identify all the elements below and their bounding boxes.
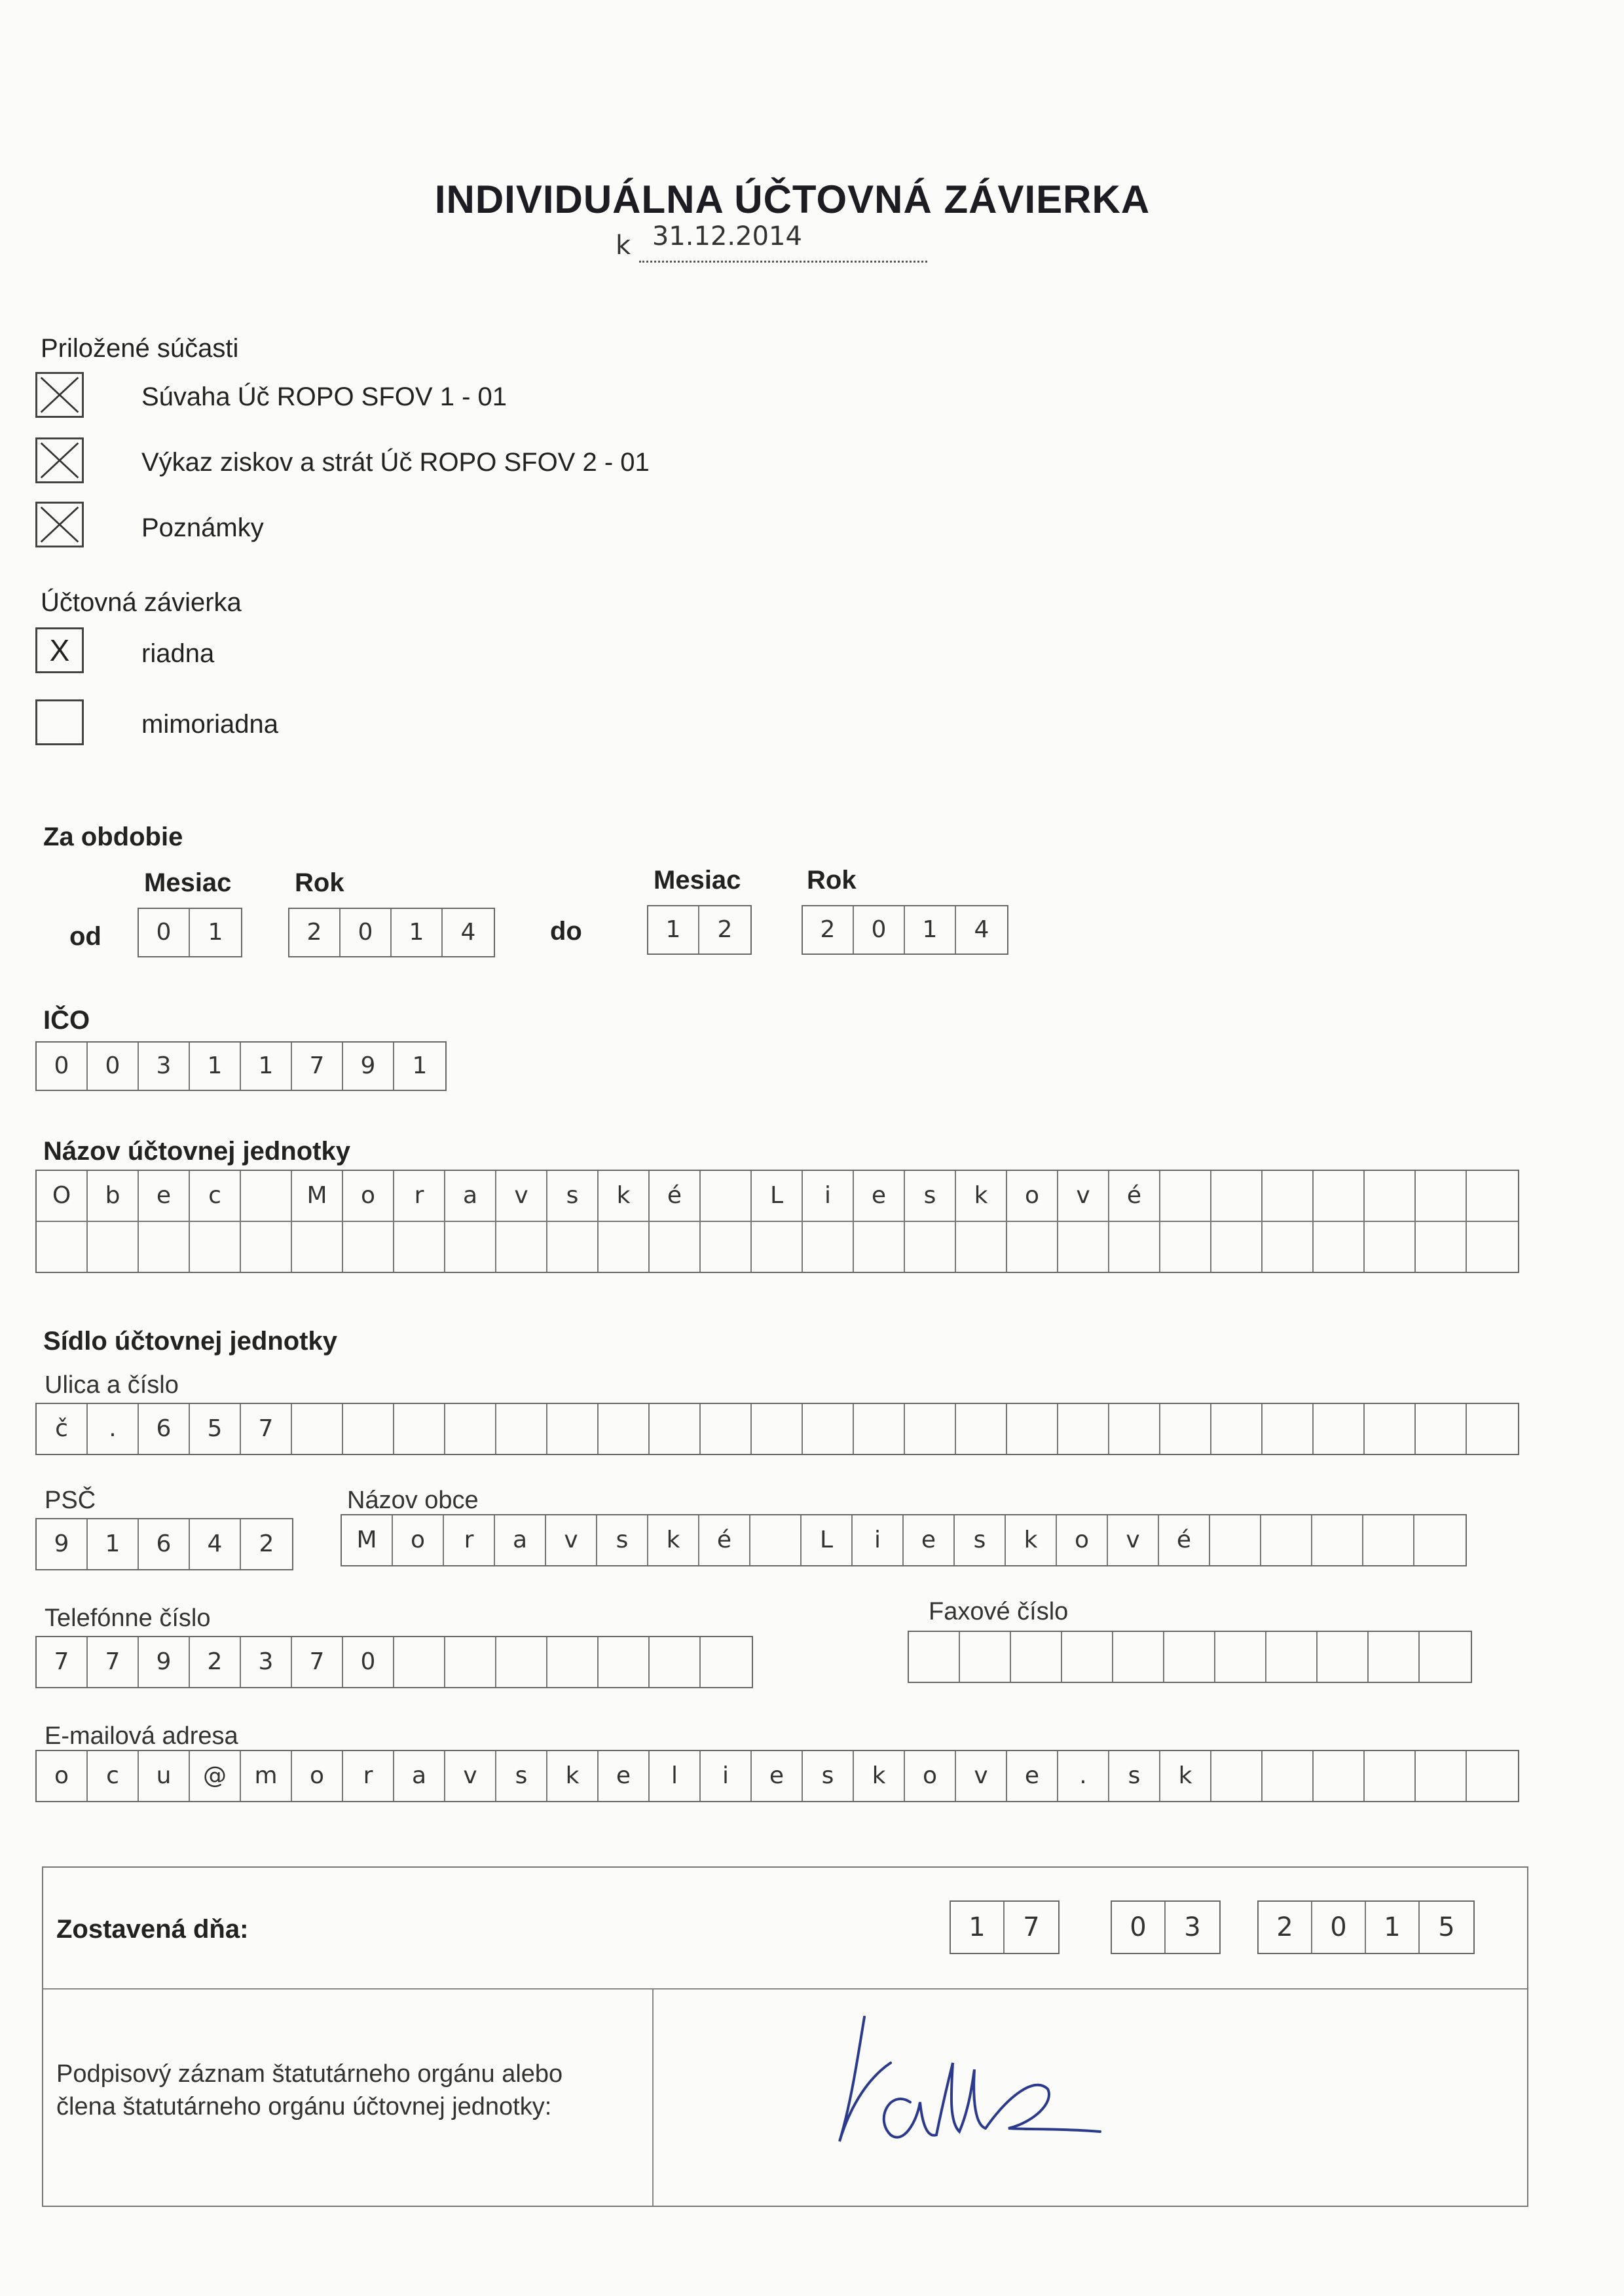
char-cell: v [546, 1515, 597, 1565]
char-cell [701, 1637, 752, 1687]
seat-heading: Sídlo účtovnej jednotky [43, 1327, 337, 1356]
street-label: Ulica a číslo [45, 1371, 179, 1399]
char-cell [1113, 1632, 1164, 1682]
char-cell [1420, 1632, 1471, 1682]
char-cell [1318, 1632, 1369, 1682]
char-cell: k [1006, 1515, 1057, 1565]
attachments-heading: Priložené súčasti [41, 334, 239, 363]
digit-cell: 0 [88, 1043, 139, 1090]
char-cell: é [1159, 1515, 1210, 1565]
digit-cell: 1 [190, 1043, 241, 1090]
char-cell [1263, 1751, 1314, 1801]
char-cell: é [1109, 1171, 1160, 1221]
char-cell: a [445, 1171, 496, 1221]
char-cell [1467, 1171, 1518, 1221]
digit-cell: 0 [341, 909, 392, 956]
char-cell [1062, 1632, 1113, 1682]
char-cell [1211, 1404, 1263, 1454]
char-cell [1160, 1171, 1211, 1221]
char-cell [1263, 1222, 1314, 1272]
digit-cell: 1 [241, 1043, 292, 1090]
char-cell [1109, 1222, 1160, 1272]
char-cell [701, 1171, 752, 1221]
char-cell [88, 1222, 139, 1272]
char-cell: 9 [37, 1519, 88, 1569]
digit-cell: 7 [292, 1043, 343, 1090]
char-cell: o [292, 1751, 343, 1801]
char-cell [1416, 1222, 1467, 1272]
char-cell: 7 [292, 1637, 343, 1687]
char-cell: 6 [139, 1519, 190, 1569]
char-cell: a [394, 1751, 445, 1801]
char-cell [1467, 1222, 1518, 1272]
char-cell: e [904, 1515, 955, 1565]
char-cell [1314, 1222, 1365, 1272]
char-cell: s [496, 1751, 547, 1801]
char-cell [394, 1222, 445, 1272]
char-cell [1007, 1222, 1058, 1272]
town-field[interactable] [341, 1514, 1467, 1566]
char-cell: c [88, 1751, 139, 1801]
char-cell [1416, 1751, 1467, 1801]
digit-cell: 0 [37, 1043, 88, 1090]
char-cell: é [650, 1171, 701, 1221]
char-cell [1365, 1751, 1416, 1801]
town-label: Názov obce [347, 1487, 479, 1514]
char-cell [650, 1404, 701, 1454]
char-cell: o [1007, 1171, 1058, 1221]
to-month-label: Mesiac [654, 866, 741, 895]
char-cell [1467, 1751, 1518, 1801]
fax-label: Faxové číslo [929, 1598, 1069, 1625]
digit-cell: 4 [974, 916, 989, 943]
char-cell [1160, 1404, 1211, 1454]
char-cell [37, 1222, 88, 1272]
to-label: do [550, 917, 582, 946]
char-cell: M [292, 1171, 343, 1221]
char-cell: a [495, 1515, 546, 1565]
closing-type-extraordinary-label: mimoriadna [141, 710, 278, 739]
char-cell: c [190, 1171, 241, 1221]
panel-divider-horizontal [43, 1988, 1527, 1990]
char-cell: o [37, 1751, 88, 1801]
phone-label: Telefónne číslo [45, 1604, 211, 1632]
panel-divider-vertical [652, 1988, 654, 2206]
char-cell [343, 1404, 394, 1454]
char-cell [956, 1222, 1007, 1272]
attachment-checkbox-notes[interactable] [35, 502, 84, 547]
char-cell: . [1058, 1751, 1109, 1801]
to-month-field[interactable] [647, 905, 752, 955]
char-cell [803, 1404, 854, 1454]
digit-cell: 3 [139, 1043, 190, 1090]
from-year-field[interactable] [288, 908, 495, 957]
char-cell [650, 1637, 701, 1687]
char-cell [1261, 1515, 1312, 1565]
char-cell: v [496, 1171, 547, 1221]
char-cell [496, 1637, 547, 1687]
char-cell [1414, 1515, 1466, 1565]
ico-field[interactable] [35, 1041, 447, 1091]
cross-mark-icon [37, 374, 82, 416]
char-cell: o [1057, 1515, 1108, 1565]
signature-icon [812, 2004, 1126, 2161]
char-cell [547, 1404, 599, 1454]
to-year-label: Rok [807, 866, 857, 895]
digit-cell: 9 [343, 1043, 394, 1090]
digit-cell: 5 [1438, 1912, 1455, 1942]
email-label: E-mailová adresa [45, 1722, 238, 1750]
digit-cell: 0 [139, 909, 190, 956]
char-cell [1160, 1222, 1211, 1272]
char-cell [854, 1222, 905, 1272]
char-cell: e [854, 1171, 905, 1221]
char-cell [1369, 1632, 1420, 1682]
char-cell: @ [190, 1751, 241, 1801]
digit-cell: 1 [951, 1902, 1005, 1953]
period-heading: Za obdobie [43, 823, 183, 851]
char-cell [139, 1222, 190, 1272]
char-cell: k [648, 1515, 699, 1565]
char-cell: é [699, 1515, 750, 1565]
char-cell [547, 1637, 599, 1687]
char-cell: l [650, 1751, 701, 1801]
char-cell [394, 1637, 445, 1687]
digit-cell: 1 [905, 906, 956, 954]
char-cell [496, 1404, 547, 1454]
char-cell [1266, 1632, 1318, 1682]
char-cell [394, 1404, 445, 1454]
char-cell: L [802, 1515, 853, 1565]
char-cell: e [1007, 1751, 1058, 1801]
entity-name-label: Názov účtovnej jednotky [43, 1137, 350, 1166]
char-cell [1211, 1222, 1263, 1272]
char-cell: r [444, 1515, 495, 1565]
char-cell: e [139, 1171, 190, 1221]
char-cell [1109, 1404, 1160, 1454]
char-cell: b [88, 1171, 139, 1221]
char-cell [1314, 1171, 1365, 1221]
char-cell [701, 1404, 752, 1454]
attachment-label-balance-sheet: Súvaha Úč ROPO SFOV 1 - 01 [141, 382, 507, 411]
digit-cell: 0 [1112, 1902, 1166, 1953]
fax-field[interactable] [908, 1631, 1472, 1683]
closing-date-line [616, 221, 927, 263]
psc-field[interactable] [35, 1518, 293, 1570]
entity-name-field[interactable] [35, 1170, 1519, 1273]
char-cell: e [752, 1751, 803, 1801]
digit-cell: 2 [1259, 1902, 1312, 1953]
signature-note [56, 2058, 563, 2123]
char-cell: k [1160, 1751, 1211, 1801]
char-cell [1007, 1404, 1058, 1454]
char-cell [1365, 1222, 1416, 1272]
char-cell: k [956, 1171, 1007, 1221]
char-cell [956, 1404, 1007, 1454]
char-cell: m [241, 1751, 292, 1801]
digit-cell: 1 [1366, 1902, 1420, 1953]
char-cell: v [1058, 1171, 1109, 1221]
email-field[interactable] [35, 1750, 1519, 1802]
from-month-field[interactable] [138, 908, 242, 957]
char-cell: k [854, 1751, 905, 1801]
char-cell: i [853, 1515, 904, 1565]
digit-cell: 2 [717, 916, 733, 943]
char-cell: s [905, 1171, 956, 1221]
char-cell: 7 [37, 1637, 88, 1687]
char-cell [445, 1222, 496, 1272]
char-cell [1467, 1404, 1518, 1454]
char-cell: 4 [190, 1519, 241, 1569]
char-cell [599, 1222, 650, 1272]
char-cell: 5 [190, 1404, 241, 1454]
closing-type-regular-label: riadna [141, 639, 215, 668]
closing-type-regular-checkbox[interactable] [35, 627, 84, 673]
char-cell [650, 1222, 701, 1272]
regular-mark: X [49, 633, 70, 667]
char-cell [909, 1632, 960, 1682]
digit-cell: 4 [460, 919, 476, 946]
char-cell [701, 1222, 752, 1272]
char-cell [803, 1222, 854, 1272]
char-cell: i [803, 1171, 854, 1221]
digit-cell: 7 [1023, 1912, 1040, 1942]
char-cell: v [445, 1751, 496, 1801]
entity-name-row-1 [37, 1171, 1518, 1221]
char-cell: 2 [190, 1637, 241, 1687]
cross-mark-icon [37, 504, 82, 546]
closing-date-field[interactable] [639, 221, 927, 263]
closing-type-heading: Účtovná závierka [41, 588, 242, 617]
date-prefix: k [616, 231, 631, 261]
char-cell: 9 [139, 1637, 190, 1687]
char-cell [343, 1222, 394, 1272]
char-cell: O [37, 1171, 88, 1221]
char-cell: L [752, 1171, 803, 1221]
char-cell: 3 [241, 1637, 292, 1687]
char-cell [1211, 1751, 1263, 1801]
char-cell [1416, 1404, 1467, 1454]
char-cell: č [37, 1404, 88, 1454]
char-cell [599, 1404, 650, 1454]
char-cell: 2 [259, 1530, 274, 1557]
char-cell [1314, 1751, 1365, 1801]
char-cell [1263, 1171, 1314, 1221]
digit-cell: 0 [854, 906, 905, 954]
compiled-label: Zostavená dňa: [56, 1915, 249, 1944]
char-cell: k [599, 1171, 650, 1221]
char-cell [1365, 1404, 1416, 1454]
compiled-day-field[interactable] [950, 1900, 1060, 1954]
char-cell [547, 1222, 599, 1272]
to-year-field[interactable] [802, 905, 1008, 955]
char-cell [752, 1222, 803, 1272]
char-cell [241, 1222, 292, 1272]
char-cell: 0 [343, 1637, 394, 1687]
char-cell: e [599, 1751, 650, 1801]
char-cell: s [597, 1515, 648, 1565]
char-cell [1211, 1171, 1263, 1221]
char-cell [1263, 1404, 1314, 1454]
char-cell [1365, 1171, 1416, 1221]
char-cell: k [547, 1751, 599, 1801]
char-cell [292, 1404, 343, 1454]
char-cell: o [393, 1515, 444, 1565]
digit-cell: 2 [803, 906, 854, 954]
char-cell [599, 1637, 650, 1687]
compiled-month-field[interactable] [1111, 1900, 1221, 1954]
ico-label: IČO [43, 1006, 90, 1035]
street-field[interactable] [35, 1403, 1519, 1455]
digit-cell: 1 [648, 906, 699, 954]
from-month-label: Mesiac [144, 868, 232, 897]
char-cell: . [88, 1404, 139, 1454]
char-cell [1058, 1222, 1109, 1272]
char-cell: s [803, 1751, 854, 1801]
digit-cell: 0 [1312, 1902, 1366, 1953]
char-cell: u [139, 1751, 190, 1801]
signature-note-line-2: člena štatutárneho orgánu účtovnej jednotky: [56, 2093, 552, 2120]
char-cell [190, 1222, 241, 1272]
from-label: od [69, 922, 101, 951]
entity-name-row-2 [37, 1221, 1518, 1272]
compiled-year-field[interactable] [1257, 1900, 1475, 1954]
char-cell [1210, 1515, 1261, 1565]
char-cell: 7 [241, 1404, 292, 1454]
digit-cell: 1 [208, 919, 223, 946]
attachment-label-income-statement: Výkaz ziskov a strát Úč ROPO SFOV 2 - 01 [141, 448, 650, 477]
digit-cell: 3 [1184, 1912, 1201, 1942]
char-cell [854, 1404, 905, 1454]
char-cell: v [956, 1751, 1007, 1801]
char-cell [1011, 1632, 1062, 1682]
char-cell: 6 [139, 1404, 190, 1454]
digit-cell: 1 [412, 1052, 428, 1079]
char-cell [752, 1404, 803, 1454]
attachment-checkbox-balance-sheet[interactable] [35, 372, 84, 418]
char-cell: r [343, 1751, 394, 1801]
char-cell: i [701, 1751, 752, 1801]
from-year-label: Rok [295, 868, 344, 897]
cross-mark-icon [37, 439, 82, 481]
phone-field[interactable] [35, 1636, 753, 1688]
digit-cell: 1 [392, 909, 443, 956]
char-cell [1363, 1515, 1414, 1565]
char-cell: s [1109, 1751, 1160, 1801]
attachment-label-notes: Poznámky [141, 513, 264, 542]
char-cell: o [343, 1171, 394, 1221]
closing-date-value: 31.12.2014 [652, 221, 802, 251]
char-cell [241, 1171, 292, 1221]
char-cell: s [955, 1515, 1006, 1565]
char-cell [445, 1404, 496, 1454]
char-cell [960, 1632, 1011, 1682]
char-cell [1215, 1632, 1266, 1682]
char-cell [750, 1515, 802, 1565]
char-cell [1314, 1404, 1365, 1454]
char-cell: 7 [88, 1637, 139, 1687]
char-cell: r [394, 1171, 445, 1221]
char-cell: v [1108, 1515, 1159, 1565]
char-cell: o [905, 1751, 956, 1801]
attachment-checkbox-income-statement[interactable] [35, 437, 84, 483]
digit-cell: 2 [289, 909, 341, 956]
closing-type-extraordinary-checkbox[interactable] [35, 699, 84, 745]
char-cell [445, 1637, 496, 1687]
char-cell: s [547, 1171, 599, 1221]
document-title: INDIVIDUÁLNA ÚČTOVNÁ ZÁVIERKA [434, 177, 1151, 221]
char-cell [1416, 1171, 1467, 1221]
signature-note-line-1: Podpisový záznam štatutárneho orgánu alebo [56, 2060, 563, 2088]
char-cell [905, 1222, 956, 1272]
char-cell: 1 [88, 1519, 139, 1569]
char-cell [496, 1222, 547, 1272]
char-cell [905, 1404, 956, 1454]
handwritten-signature[interactable] [812, 2004, 1126, 2161]
char-cell [292, 1222, 343, 1272]
char-cell: M [342, 1515, 393, 1565]
char-cell [1164, 1632, 1215, 1682]
char-cell [1312, 1515, 1363, 1565]
char-cell [1058, 1404, 1109, 1454]
psc-label: PSČ [45, 1487, 96, 1514]
